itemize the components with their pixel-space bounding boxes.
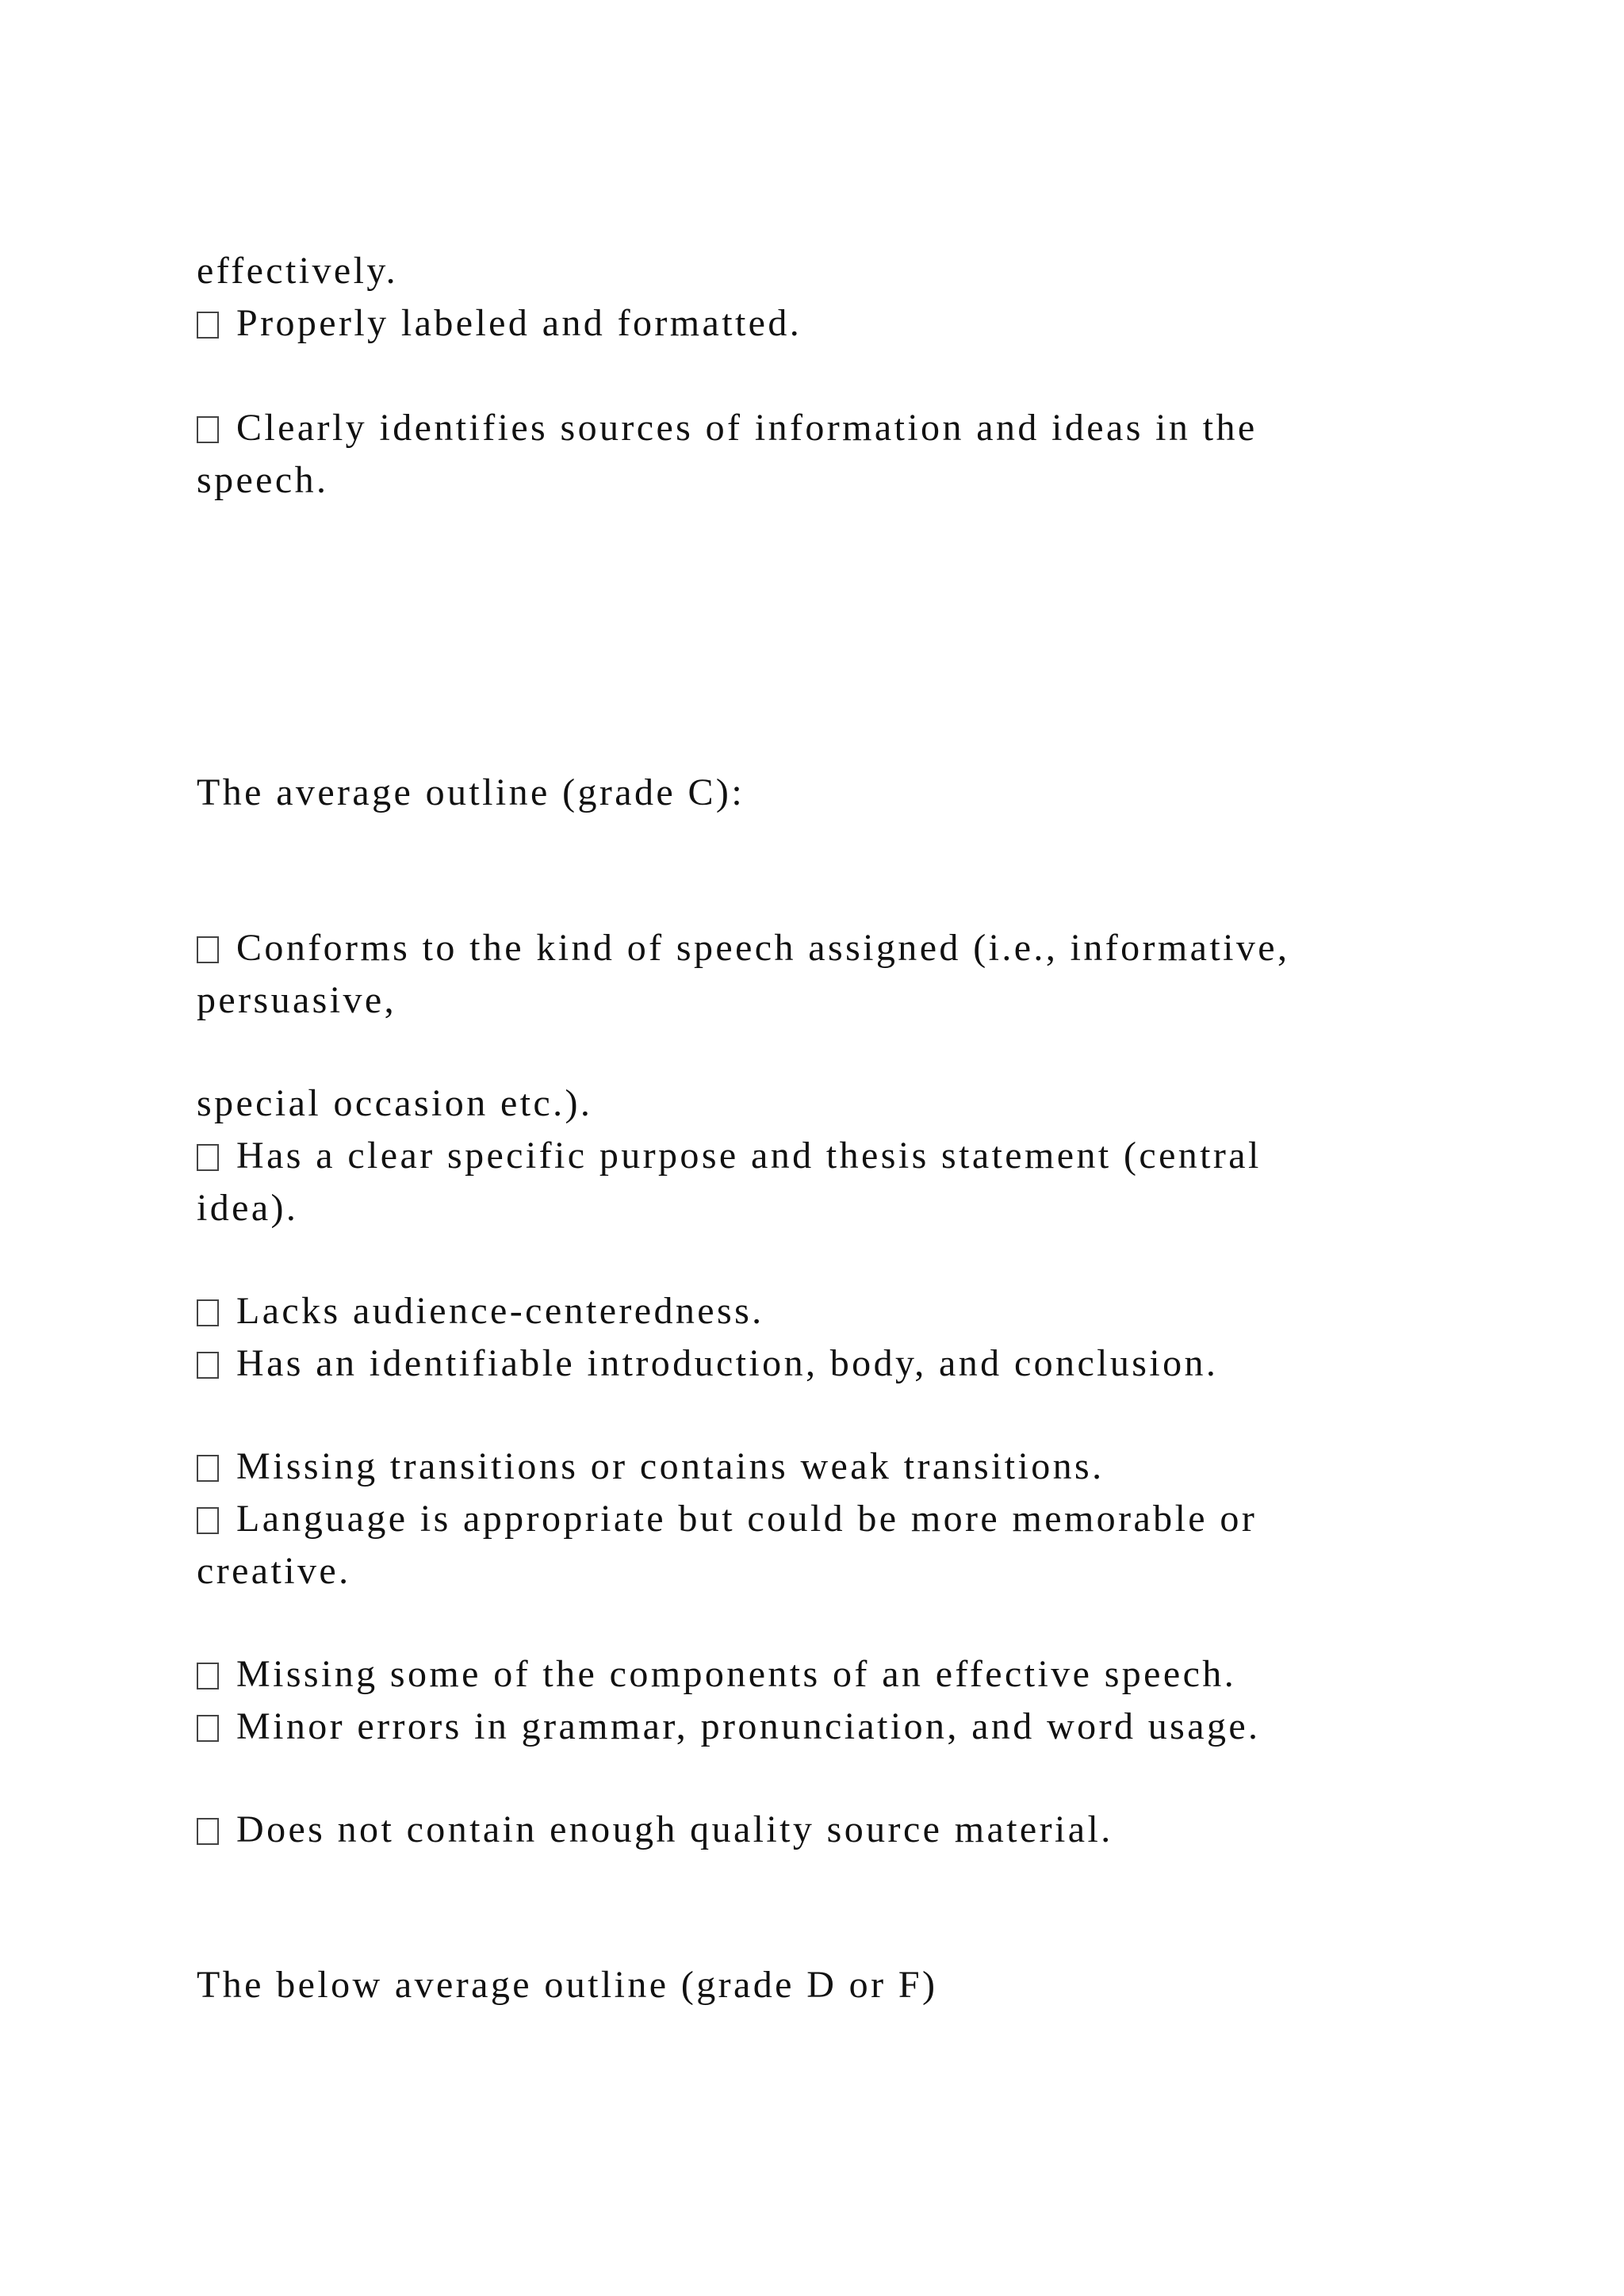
bullet-box-icon [197, 1507, 219, 1534]
bullet-text: Lacks audience-centeredness. [236, 1290, 764, 1332]
bullet-item [197, 304, 802, 342]
bullet-item [197, 1445, 1105, 1487]
bullet-box-icon [197, 1663, 219, 1689]
bullet-item [197, 409, 1258, 447]
bullet-text: Conforms to the kind of speech assigned (i.e., informative, [236, 927, 1290, 969]
text-line [197, 1082, 593, 1124]
bullet-box-icon [197, 1715, 219, 1742]
bullet-item [197, 1655, 1236, 1693]
section-heading [197, 771, 745, 813]
bullet-text: Clearly identifies sources of information and ideas in the [236, 407, 1258, 449]
bullet-item [197, 1137, 1262, 1175]
bullet-text: Language is appropriate but could be more memorable or [236, 1498, 1258, 1540]
bullet-box-icon [197, 1818, 219, 1845]
bullet-text: Properly labeled and formatted. [236, 302, 802, 344]
line-text: special occasion etc.). [197, 1082, 593, 1124]
bullet-box-icon [197, 1352, 219, 1379]
bullet-text: Missing transitions or contains weak transitions. [236, 1445, 1105, 1487]
line-text: idea). [197, 1187, 299, 1229]
bullet-item [197, 1342, 1219, 1384]
bullet-item [197, 1292, 764, 1330]
bullet-item [197, 1808, 1113, 1850]
bullet-item [197, 1500, 1257, 1538]
bullet-text: Has a clear specific purpose and thesis statement (central [236, 1135, 1262, 1177]
bullet-box-icon [197, 936, 219, 963]
bullet-item [197, 1705, 1261, 1747]
bullet-text: Has an identifiable introduction, body, and conclusion. [236, 1342, 1219, 1384]
text-line [197, 1189, 298, 1227]
text-line [197, 979, 396, 1021]
line-text: creative. [197, 1550, 351, 1592]
line-text: speech. [197, 459, 329, 501]
bullet-box-icon [197, 1455, 219, 1482]
bullet-box-icon [197, 1299, 219, 1326]
bullet-box-icon [197, 416, 219, 443]
text-line [197, 252, 398, 290]
section-heading [197, 1966, 937, 2004]
bullet-box-icon [197, 1144, 219, 1171]
text-line [197, 1552, 350, 1590]
bullet-text: Minor errors in grammar, pronunciation, and word usage. [236, 1705, 1261, 1747]
heading-text: The below average outline (grade D or F) [197, 1964, 938, 2006]
line-text: effectively. [197, 250, 399, 292]
bullet-text: Missing some of the components of an effective speech. [236, 1653, 1237, 1695]
text-line [197, 461, 328, 499]
heading-text: The average outline (grade C): [197, 771, 745, 813]
bullet-text: Does not contain enough quality source material. [236, 1808, 1113, 1850]
bullet-item [197, 929, 1289, 967]
bullet-box-icon [197, 312, 219, 339]
line-text: persuasive, [197, 979, 396, 1021]
